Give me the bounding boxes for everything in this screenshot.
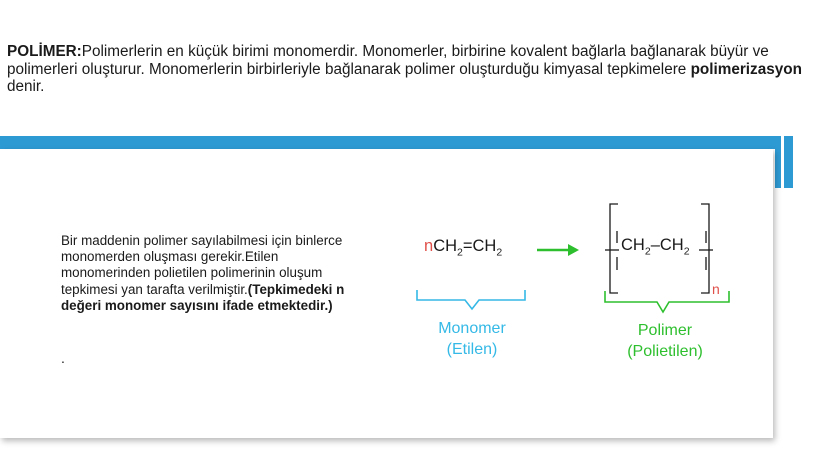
monomer-caption xyxy=(412,318,532,360)
monomer-label: Monomer xyxy=(438,320,506,337)
body-bold-note: (Tepkimedeki n değeri monomer sayısını ifade etmektedir.) xyxy=(61,281,345,313)
polymer-formula: $CH_2-CH_2$ xyxy=(621,236,690,258)
bullet-dot: . xyxy=(61,350,65,366)
polymer-caption xyxy=(600,320,730,362)
polymer-brackets xyxy=(605,204,713,293)
intro-text-2: denir. xyxy=(7,78,45,95)
monomer-name: (Etilen) xyxy=(446,341,498,358)
reaction-arrow-icon xyxy=(537,244,579,256)
intro-text-1: Polimerlerin en küçük birimi monomerdir. Monomerler, birbirine kovalent bağlarla bağlanarak büyür ve polimerleri oluşturur. Monomerlerin birbirleriyle bağlanarak polimer oluşturduğu kimyasal tepkimelere xyxy=(7,43,769,78)
term-polimerizasyon: polimerizasyon xyxy=(690,60,802,78)
repeat-n: n xyxy=(712,281,720,297)
polymer-name: (Polietilen) xyxy=(627,343,703,360)
polymer-brace xyxy=(605,291,729,312)
monomer-brace xyxy=(417,290,525,309)
coefficient-n: n xyxy=(424,237,434,255)
term-heading: POLİMER: xyxy=(7,43,82,60)
body-text: Bir maddenin polimer sayılabilmesi için binlerce monomerden oluşması gerekir.Etilen monomerinden polietilen polimerinin oluşum tepkimesi yan tarafta verilmiştir. xyxy=(61,233,343,297)
polymer-label: Polimer xyxy=(637,322,693,339)
monomer-formula: $nCH_2=CH_2$ xyxy=(424,237,503,259)
